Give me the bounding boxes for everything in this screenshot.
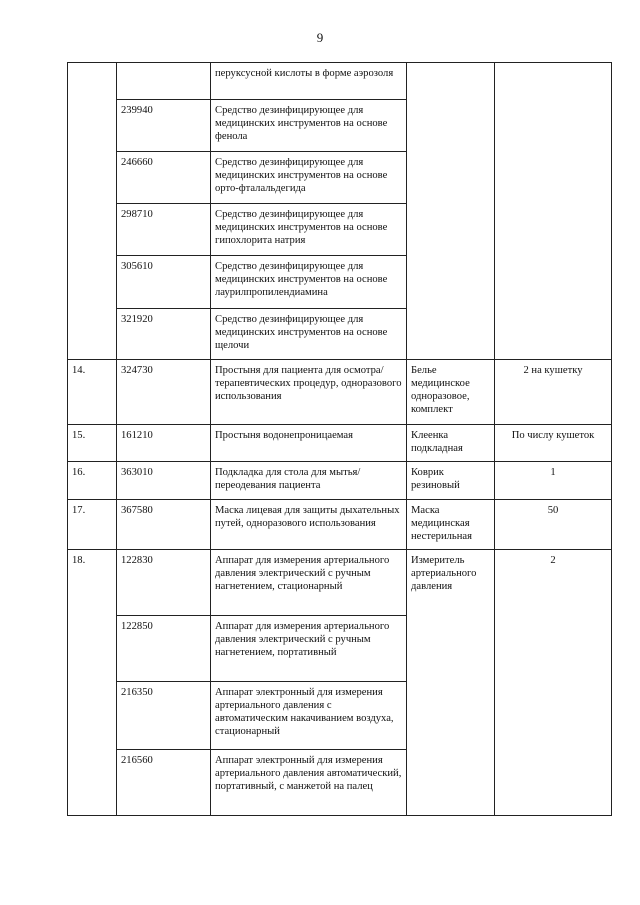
item-cell: Клеенка подкладная xyxy=(407,425,495,462)
name-cell: Подкладка для стола для мытья/переодевания пациента xyxy=(211,462,407,500)
name-cell: Аппарат электронный для измерения артериального давления с автоматическим накачиванием воздуха, стационарный xyxy=(211,682,407,750)
row-number-cell: 17. xyxy=(68,500,117,550)
name-cell: Средство дезинфицирующее для медицинских инструментов на основе лаурилпропилендиамина xyxy=(211,256,407,309)
row-number-cell xyxy=(68,63,117,360)
quantity-cell: 2 xyxy=(495,550,612,816)
row-number-cell: 18. xyxy=(68,550,117,816)
code-cell: 367580 xyxy=(117,500,211,550)
name-cell: Маска лицевая для защиты дыхательных путей, одноразового использования xyxy=(211,500,407,550)
code-cell: 298710 xyxy=(117,204,211,256)
item-cell: Измеритель артериального давления xyxy=(407,550,495,816)
table-row xyxy=(68,63,612,100)
name-cell: Простыня водонепроницаемая xyxy=(211,425,407,462)
row-number-cell: 14. xyxy=(68,360,117,425)
code-cell: 324730 xyxy=(117,360,211,425)
quantity-cell xyxy=(495,63,612,360)
name-cell: Аппарат электронный для измерения артериального давления автоматический, портативный, с манжетой на палец xyxy=(211,750,407,816)
quantity-cell: 50 xyxy=(495,500,612,550)
item-cell: Коврик резиновый xyxy=(407,462,495,500)
row-number-cell: 16. xyxy=(68,462,117,500)
equipment-table xyxy=(67,62,612,816)
code-cell: 239940 xyxy=(117,100,211,152)
table-row xyxy=(68,360,612,425)
name-cell: Средство дезинфицирующее для медицинских инструментов на основе орто-фталальдегида xyxy=(211,152,407,204)
code-cell: 321920 xyxy=(117,309,211,360)
table-row xyxy=(68,500,612,550)
item-cell xyxy=(407,63,495,360)
name-cell: Аппарат для измерения артериального давления электрический с ручным нагнетением, портативный xyxy=(211,616,407,682)
quantity-cell: 1 xyxy=(495,462,612,500)
code-cell: 122850 xyxy=(117,616,211,682)
table-row xyxy=(68,425,612,462)
page-number: 9 xyxy=(316,30,324,45)
code-cell: 305610 xyxy=(117,256,211,309)
name-cell: Простыня для пациента для осмотра/терапевтических процедур, одноразового использования xyxy=(211,360,407,425)
quantity-cell: По числу кушеток xyxy=(495,425,612,462)
name-cell: Средство дезинфицирующее для медицинских инструментов на основе щелочи xyxy=(211,309,407,360)
row-number-cell: 15. xyxy=(68,425,117,462)
name-cell: перуксусной кислоты в форме аэрозоля xyxy=(211,63,407,100)
name-cell: Средство дезинфицирующее для медицинских инструментов на основе гипохлорита натрия xyxy=(211,204,407,256)
name-cell: Средство дезинфицирующее для медицинских инструментов на основе фенола xyxy=(211,100,407,152)
code-cell: 363010 xyxy=(117,462,211,500)
code-cell: 216350 xyxy=(117,682,211,750)
quantity-cell: 2 на кушетку xyxy=(495,360,612,425)
table-row xyxy=(68,550,612,616)
code-cell: 161210 xyxy=(117,425,211,462)
table-row xyxy=(68,462,612,500)
item-cell: Белье медицинское одноразовое, комплект xyxy=(407,360,495,425)
item-cell: Маска медицинская нестерильная xyxy=(407,500,495,550)
code-cell xyxy=(117,63,211,100)
name-cell: Аппарат для измерения артериального давления электрический с ручным нагнетением, стационарный xyxy=(211,550,407,616)
code-cell: 122830 xyxy=(117,550,211,616)
code-cell: 246660 xyxy=(117,152,211,204)
code-cell: 216560 xyxy=(117,750,211,816)
